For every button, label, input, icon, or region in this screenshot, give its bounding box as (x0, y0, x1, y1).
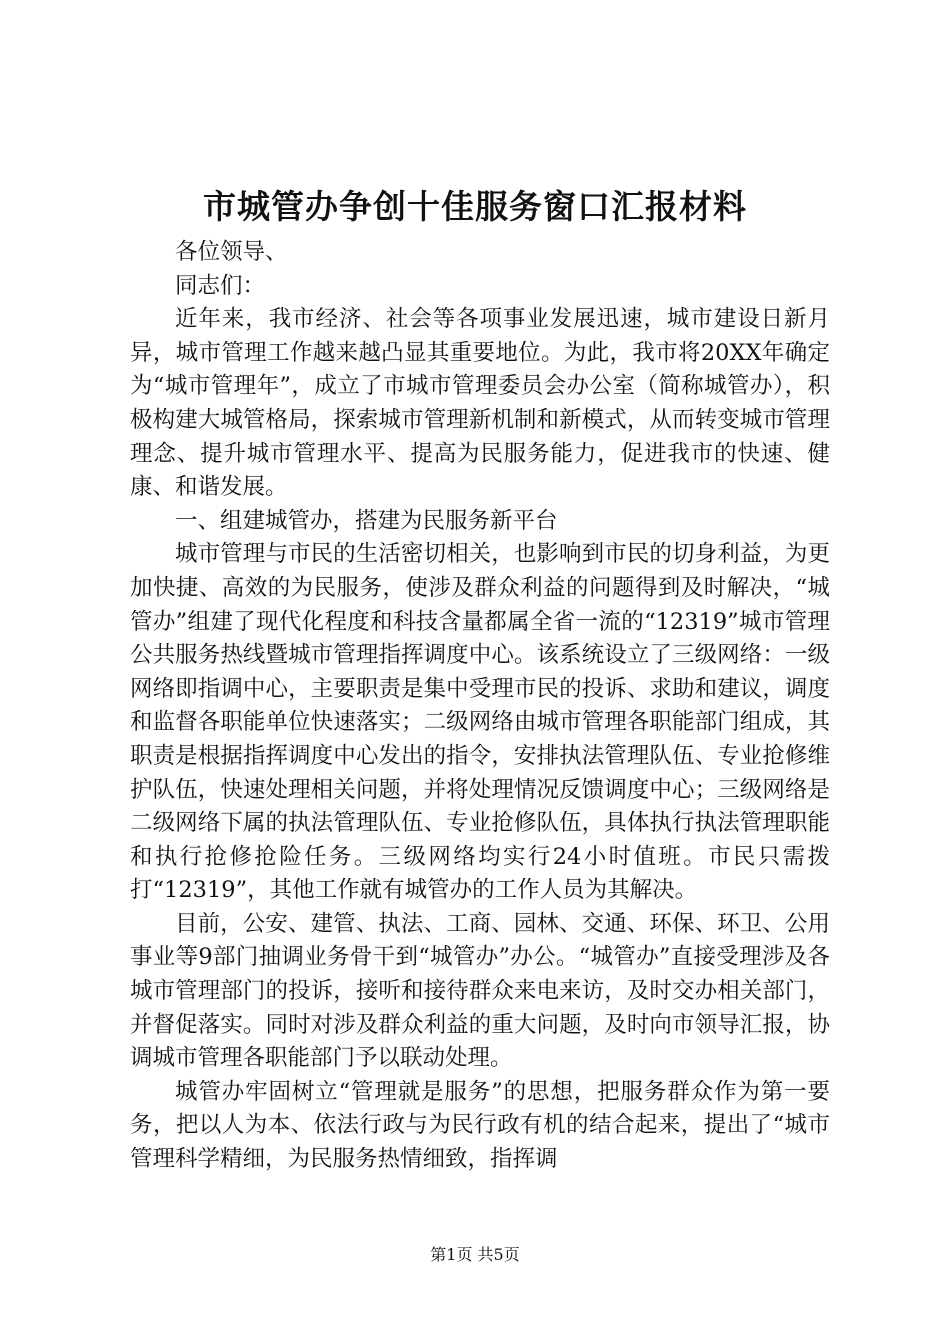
section-heading-1: 一、组建城管办，搭建为民服务新平台 (175, 507, 558, 534)
salutation-comrades: 同志们： (175, 272, 266, 299)
paragraph-service-concept: 城管办牢固树立“管理就是服务”的思想，把服务群众作为第一要务，把以人为本、依法行政与为民行政有机的结合起来，提出了“城市管理科学精细，为民服务热情细致，指挥调 (130, 1078, 830, 1173)
document-title: 市城管办争创十佳服务窗口汇报材料 (203, 187, 747, 226)
page-footer: 第1页 共5页 (430, 1245, 520, 1264)
paragraph-hotline: 城市管理与市民的生活密切相关，也影响到市民的切身利益，为更加快捷、高效的为民服务，使涉及群众利益的问题得到及时解决，“城管办”组建了现代化程度和科技含量都属全省一流的“12319”城市管理公共服务热线暨城市管理指挥调度中心。该系统设立了三级网络：一级网络即指调中心，主要职责是集中受理市民的投诉、求助和建议，调度和监督各职能单位快速落实；二级网络由城市管理各职能部门组成，其职责是根据指挥调度中心发出的指令，安排执法管理队伍、专业抢修维护队伍，快速处理相关问题，并将处理情况反馈调度中心；三级网络是二级网络下属的执法管理队伍、专业抢修队伍，具体执行执法管理职能和执行抢修抢险任务。三级网络均实行24小时值班。市民只需拨打“12319”，其他工作就有城管办的工作人员为其解决。 (130, 541, 830, 904)
paragraph-intro: 近年来，我市经济、社会等各项事业发展迅速，城市建设日新月异，城市管理工作越来越凸显其重要地位。为此，我市将20XX年确定为“城市管理年”，成立了市城市管理委员会办公室（简称城管办），积极构建大城管格局，探索城市管理新机制和新模式，从而转变城市管理理念、提升城市管理水平、提高为民服务能力，促进我市的快速、健康、和谐发展。 (130, 306, 830, 501)
salutation-leaders: 各位领导、 (175, 239, 288, 265)
document-body (130, 236, 830, 1177)
paragraph-departments: 目前，公安、建管、执法、工商、园林、交通、环保、环卫、公用事业等9部门抽调业务骨干到“城管办”办公。“城管办”直接受理涉及各城市管理部门的投诉，接听和接待群众来电来访，及时交办相关部门，并督促落实。同时对涉及群众利益的重大问题，及时向市领导汇报，协调城市管理各职能部门予以联动处理。 (130, 910, 830, 1072)
